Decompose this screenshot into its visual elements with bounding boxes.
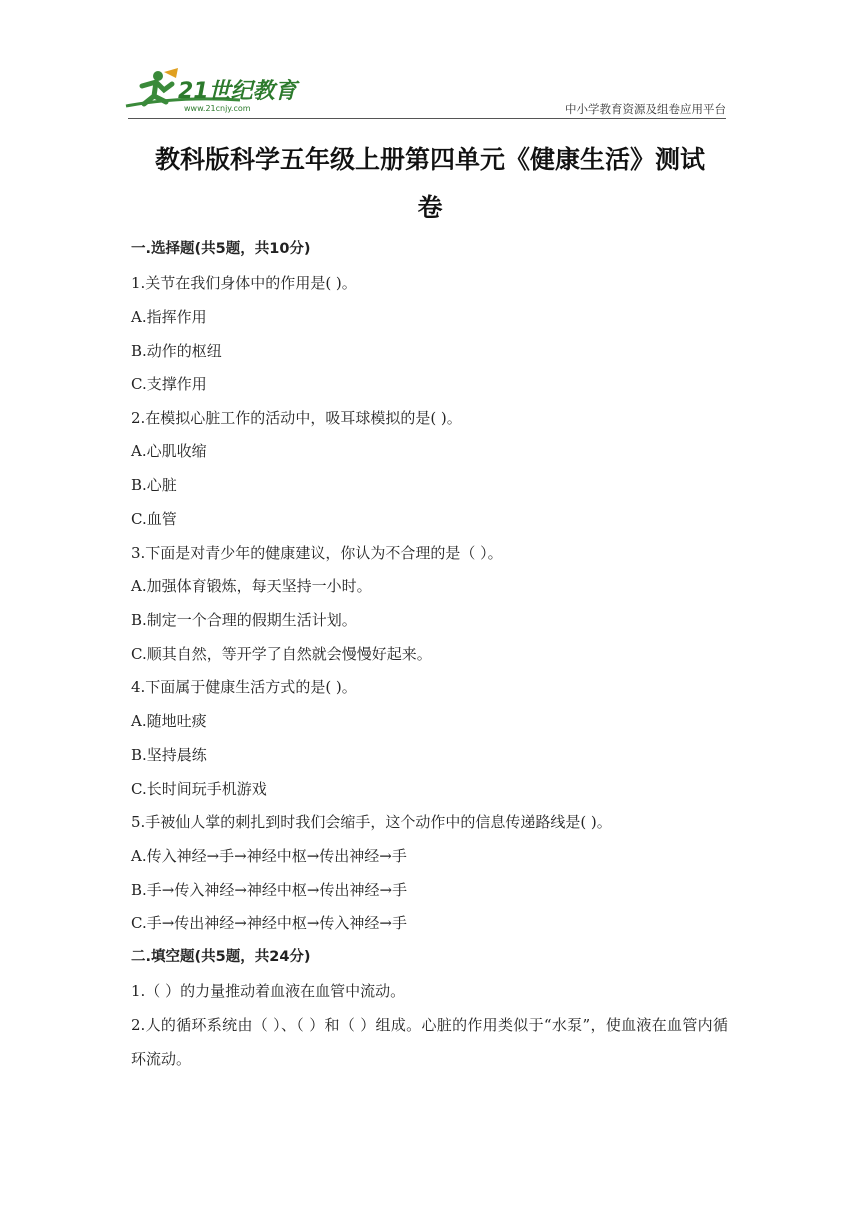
question-4: 4.下面属于健康生活方式的是( )。 (131, 678, 357, 696)
q2-option-b: B.心脏 (131, 476, 177, 494)
q1-option-a: A.指挥作用 (131, 308, 207, 326)
question-3: 3.下面是对青少年的健康建议，你认为不合理的是（ ）。 (131, 544, 503, 562)
q2-option-c: C.血管 (131, 510, 177, 528)
header-divider (128, 118, 726, 119)
section-heading-fill: 二.填空题(共5题，共24分) (131, 949, 311, 965)
page-title (131, 136, 729, 232)
title-line-2: 卷 (417, 193, 443, 222)
question-2: 2.在模拟心脏工作的活动中，吸耳球模拟的是( )。 (131, 409, 462, 427)
platform-name: 中小学教育资源及组卷应用平台 (565, 102, 726, 116)
q3-option-a: A.加强体育锻炼，每天坚持一小时。 (131, 577, 372, 595)
q3-option-b: B.制定一个合理的假期生活计划。 (131, 611, 357, 629)
q5-option-c: C.手→传出神经→神经中枢→传入神经→手 (131, 914, 407, 932)
question-1: 1.关节在我们身体中的作用是( )。 (131, 274, 357, 292)
q3-option-c: C.顺其自然，等开学了自然就会慢慢好起来。 (131, 645, 432, 663)
q4-option-c: C.长时间玩手机游戏 (131, 780, 267, 798)
q4-option-b: B.坚持晨练 (131, 746, 207, 764)
q1-option-c: C.支撑作用 (131, 375, 207, 393)
q2-option-a: A.心肌收缩 (131, 442, 207, 460)
page-header (120, 66, 726, 120)
21cnjy-logo (120, 66, 300, 116)
q1-option-b: B.动作的枢纽 (131, 342, 222, 360)
section-heading-choice: 一.选择题(共5题，共10分) (131, 241, 311, 257)
svg-text:21世纪教育: 21世纪教育 (178, 79, 297, 104)
question-5: 5.手被仙人掌的刺扎到时我们会缩手，这个动作中的信息传递路线是( )。 (131, 813, 612, 831)
q5-option-a: A.传入神经→手→神经中枢→传出神经→手 (131, 847, 407, 865)
svg-text:www.21cnjy.com: www.21cnjy.com (184, 104, 251, 113)
title-line-1: 教科版科学五年级上册第四单元《健康生活》测试 (154, 145, 705, 174)
q5-option-b: B.手→传入神经→神经中枢→传出神经→手 (131, 881, 408, 899)
q4-option-a: A.随地吐痰 (131, 712, 207, 730)
fill-question-2: 2.人的循环系统由（ ）、（ ）和（ ）组成。心脏的作用类似于“水泵”，使血液在血管内循环流动。 (131, 1016, 728, 1068)
fill-question-1: 1.（ ）的力量推动着血液在血管中流动。 (131, 982, 406, 1000)
